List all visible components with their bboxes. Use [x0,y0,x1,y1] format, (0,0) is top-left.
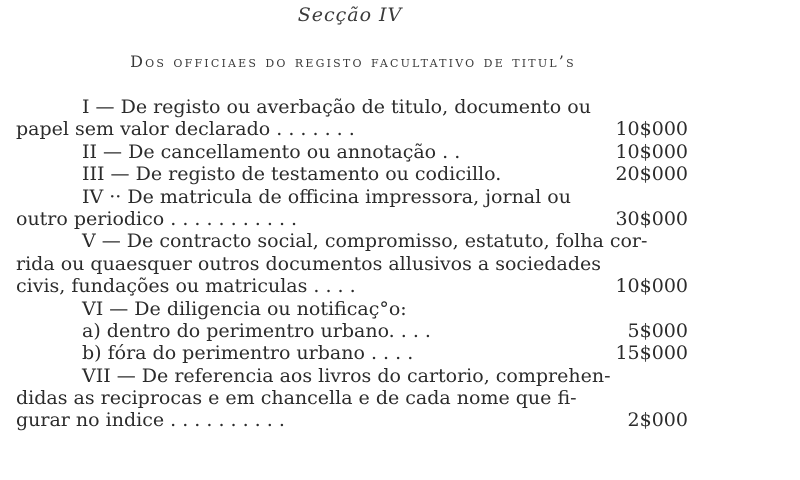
fee-amount: 20$000 [615,163,688,186]
fee-line [16,342,688,364]
fee-amount: 10$000 [615,275,688,298]
fee-text: civis, fundações ou matriculas . . . . [16,275,356,298]
fee-amount: 10$000 [615,140,688,163]
fee-line [16,163,688,185]
fee-text: outro periodico . . . . . . . . . . . [16,207,298,230]
fee-line [16,118,688,140]
fee-line [16,387,688,409]
fee-line [16,186,688,208]
fee-text: VI — De diligencia ou notificaç°o: [82,297,407,320]
fee-line [16,320,688,342]
fee-text: gurar no indice . . . . . . . . . . [16,409,285,432]
fee-text: III — De registo de testamento ou codicillo. [82,163,502,186]
fee-line [16,141,688,163]
section-title: Secção IV [297,4,403,26]
fee-text: didas as reciprocas e em chancella e de cada nome que fi- [16,387,577,410]
fee-line [16,253,688,275]
fee-text: IV ·· De matricula de officina impressora, jornal ou [82,185,571,208]
fee-line [16,365,688,387]
fee-text: I — De registo ou averbação de titulo, documento ou [82,96,591,118]
fee-amount: 15$000 [615,342,688,365]
fee-text: papel sem valor declarado . . . . . . . [16,118,355,141]
fee-amount: 30$000 [615,207,688,230]
fee-line [16,96,688,118]
fee-amount: 10$000 [615,118,688,141]
fee-text: VII — De referencia aos livros do cartorio, comprehen- [82,364,611,387]
fee-text: V — De contracto social, compromisso, estatuto, folha cor- [82,230,648,253]
section-subtitle: Dos officiaes do registo facultativo de titul’s [130,52,576,71]
fee-amount: 2$000 [627,409,688,432]
fee-text: b) fóra do perimentro urbano . . . . [82,342,414,365]
fee-line [16,208,688,230]
fee-line [16,409,688,431]
fee-line [16,275,688,297]
fee-line [16,230,688,252]
fee-list [16,96,688,432]
fee-text: rida ou quaesquer outros documentos allusivos a sociedades [16,252,602,275]
fee-amount: 5$000 [627,319,688,342]
fee-line [16,298,688,320]
fee-text: a) dentro do perimentro urbano. . . . [82,319,431,342]
fee-text: II — De cancellamento ou annotação . . [82,140,461,163]
